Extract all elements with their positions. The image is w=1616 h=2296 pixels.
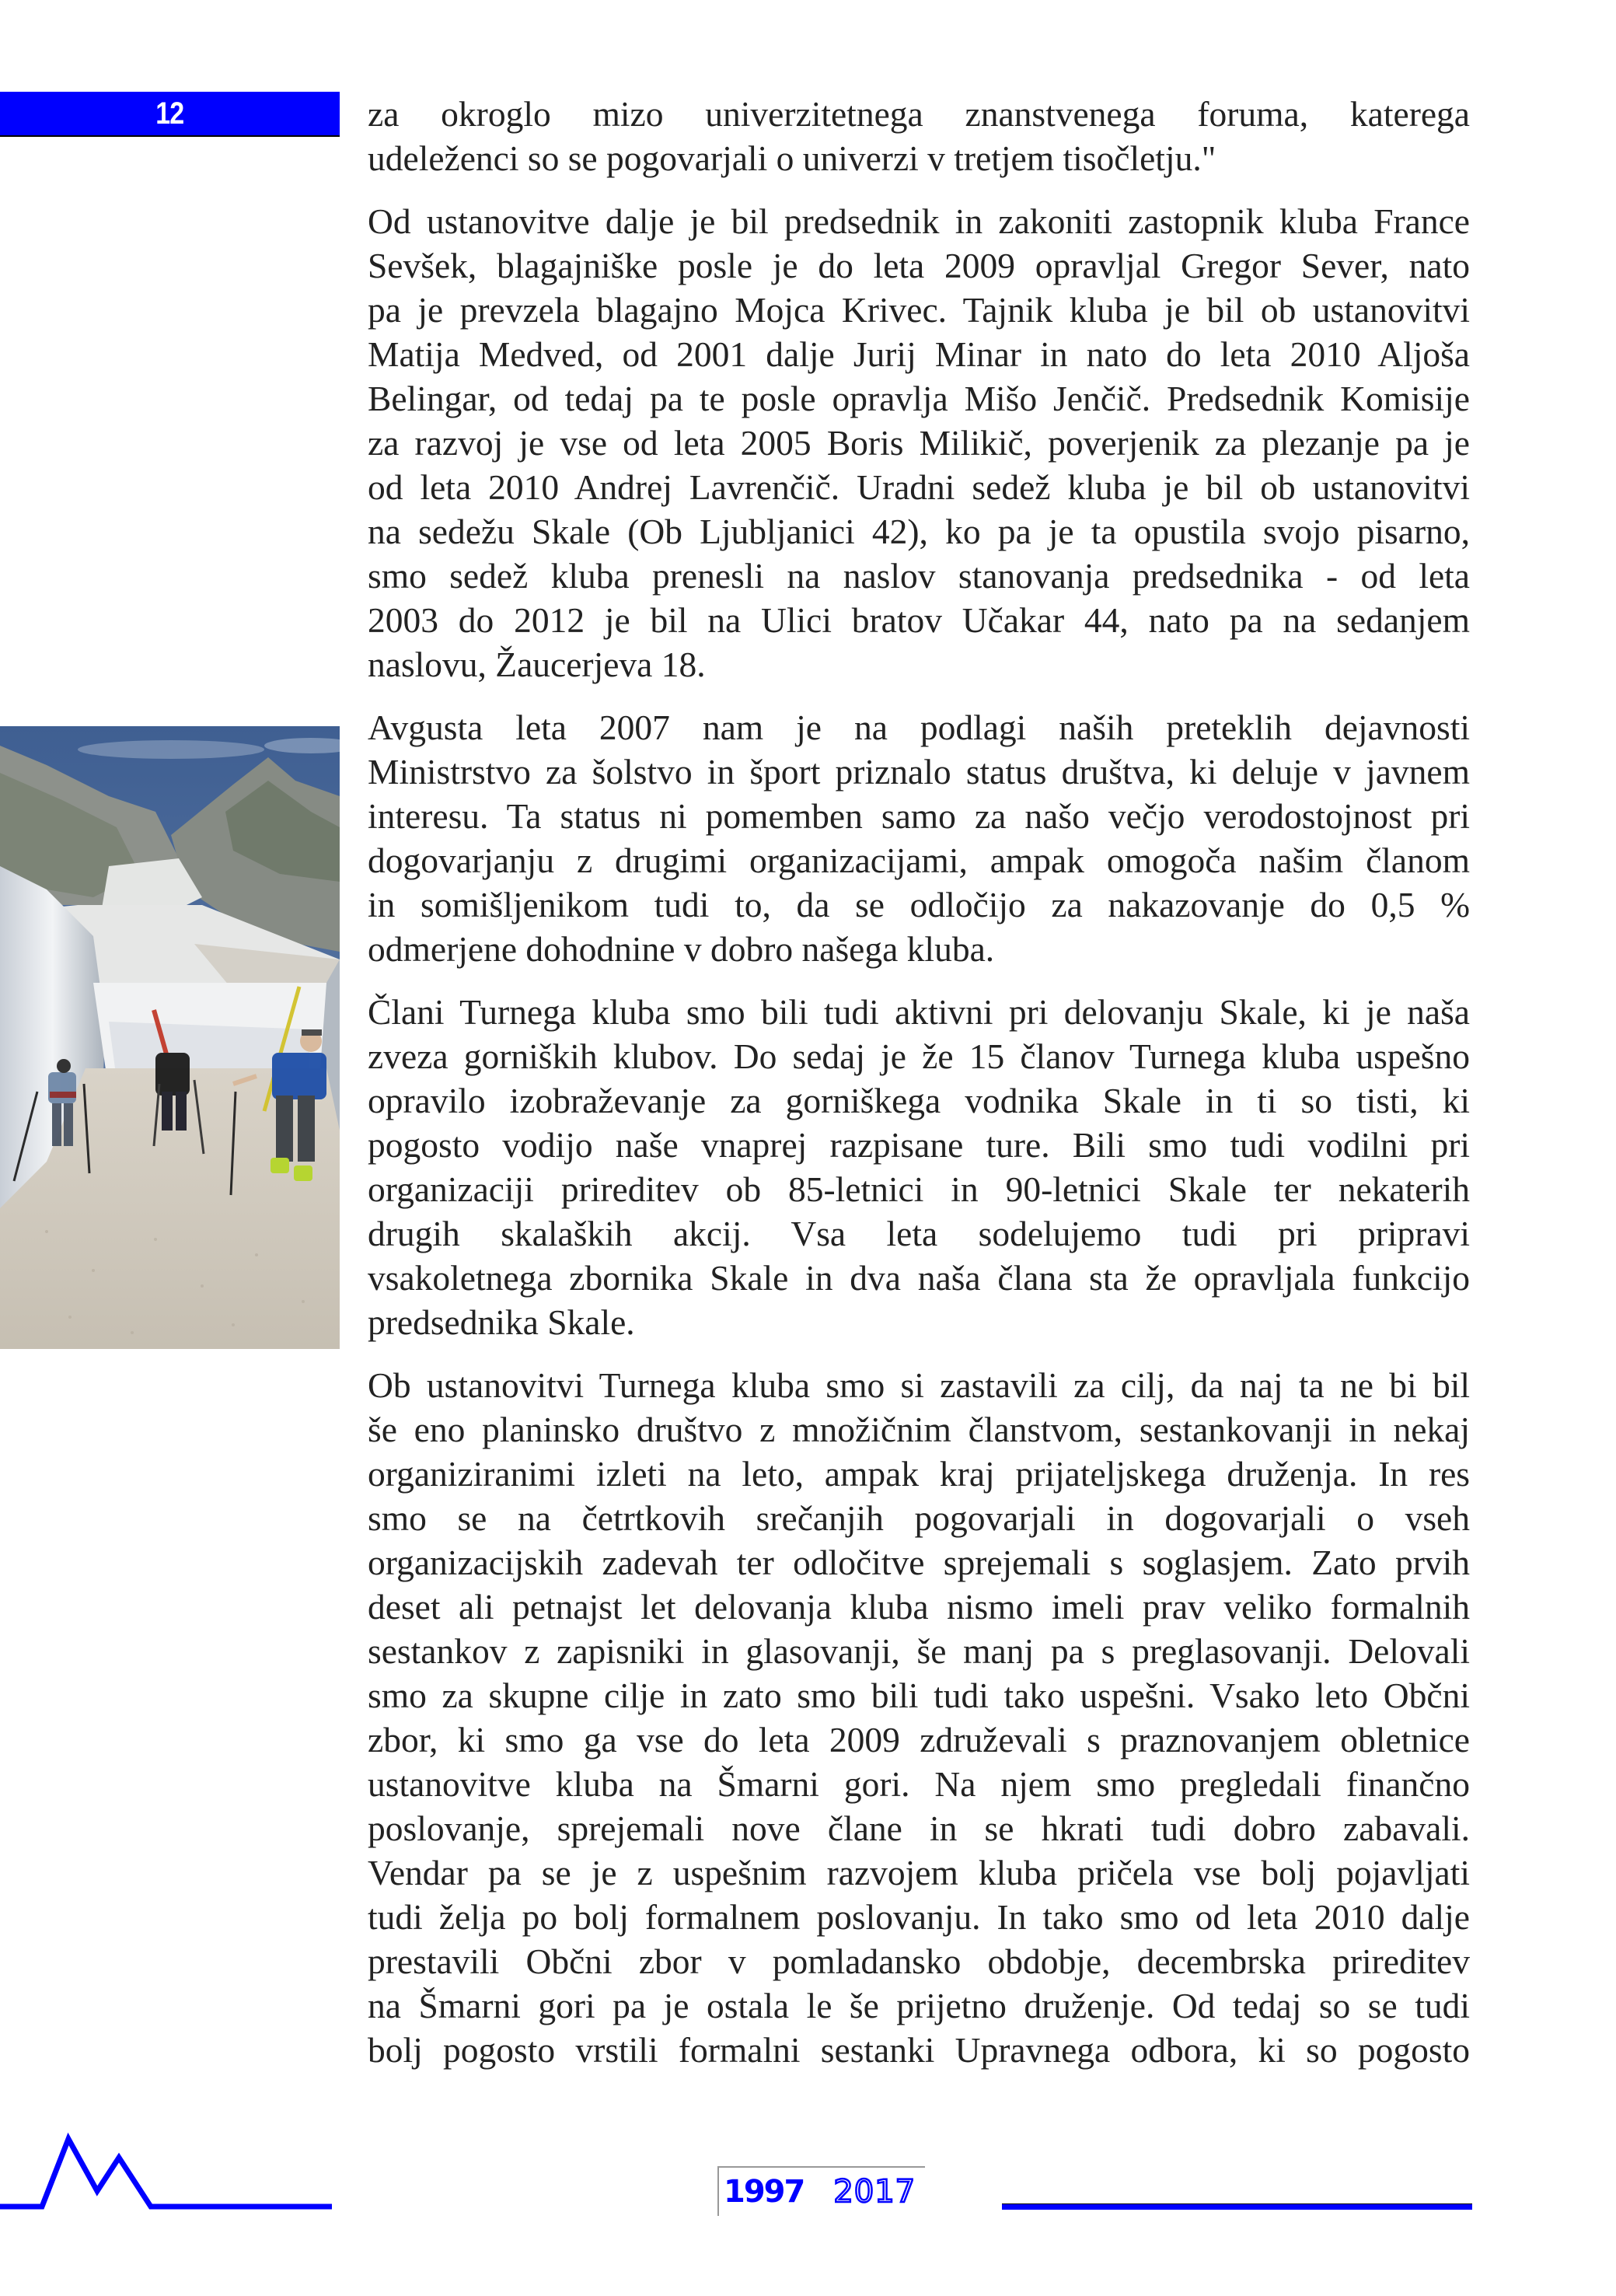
text-line: Od ustanovitve dalje je bil predsednik in zakoniti zastopnik kluba France bbox=[368, 201, 1470, 241]
text-line: odmerjene dohodnine v dobro našega kluba. bbox=[368, 929, 995, 969]
text-line: zveza gorniških klubov. Do sedaj je že 15 članov Turnega kluba uspešno bbox=[368, 1036, 1470, 1076]
text-line: sestankov z zapisniki in glasovanji, še manj pa s preglasovanji. Delovali bbox=[368, 1631, 1470, 1671]
text-line: opravilo izobraževanje za gorniškega vodnika Skale in ti so tisti, ki bbox=[368, 1081, 1470, 1120]
year-start: 1997 bbox=[724, 2174, 805, 2210]
text-line: za okroglo mizo univerzitetnega znanstvenega foruma, katerega bbox=[368, 94, 1470, 134]
text-line: interesu. Ta status ni pomemben samo za našo večjo verodostojnost pri bbox=[368, 796, 1470, 836]
text-line: ustanovitve kluba na Šmarni gori. Na njem smo pregledali finančno bbox=[368, 1764, 1470, 1804]
ski-touring-photo bbox=[0, 726, 340, 1349]
text-line: Vendar pa se je z uspešnim razvojem kluba pričela vse bolj pojavljati bbox=[368, 1853, 1470, 1892]
text-line: Člani Turnega kluba smo bili tudi aktivni pri delovanju Skale, ki je naša bbox=[368, 992, 1470, 1032]
text-line: in somišljenikom tudi to, da se odločijo za nakazovanje do 0,5 % bbox=[368, 885, 1470, 924]
text-line: pa je prevzela blagajno Mojca Krivec. Tajnik kluba je bil ob ustanovitvi bbox=[368, 290, 1470, 330]
paragraph-5 bbox=[368, 1363, 1470, 2072]
text-line: organizacijskih zadevah ter odločitve sprejemali s soglasjem. Zato prvih bbox=[368, 1543, 1470, 1582]
text-line: smo sedež kluba prenesli na naslov stanovanja predsednika - od leta bbox=[368, 556, 1470, 596]
text-line: bolj pogosto vrstili formalni sestanki Upravnega odbora, ki so pogosto bbox=[368, 2030, 1470, 2070]
text-line: tudi želja po bolj formalnem poslovanju. In tako smo od leta 2010 dalje bbox=[368, 1897, 1470, 1937]
paragraph-3 bbox=[368, 705, 1470, 971]
page-number-band bbox=[0, 92, 340, 137]
text-line: Ob ustanovitvi Turnega kluba smo si zastavili za cilj, da naj ta ne bi bil bbox=[368, 1365, 1470, 1405]
text-line: še eno planinsko društvo z množičnim članstvom, sestankovanji in nekaj bbox=[368, 1410, 1470, 1449]
text-line: naslovu, Žaucerjeva 18. bbox=[368, 645, 706, 684]
text-line: Belingar, od tedaj pa te posle opravlja Mišo Jenčič. Predsednik Komisije bbox=[368, 379, 1470, 418]
text-line: Matija Medved, od 2001 dalje Jurij Minar in nato do leta 2010 Aljoša bbox=[368, 334, 1470, 374]
mountain-line-icon bbox=[0, 2123, 342, 2216]
text-line: Sevšek, blagajniške posle je do leta 2009 opravljal Gregor Sever, nato bbox=[368, 246, 1470, 285]
text-line: predsednika Skale. bbox=[368, 1302, 635, 1342]
text-line: pogosto vodijo naše vnaprej razpisane ture. Bili smo tudi vodilni pri bbox=[368, 1125, 1470, 1165]
text-line: drugih skalaških akcij. Vsa leta sodelujemo tudi pri pripravi bbox=[368, 1214, 1470, 1253]
text-line: prestavili Občni zbor v pomladansko obdobje, decembrska prireditev bbox=[368, 1941, 1470, 1981]
text-line: zbor, ki smo ga vse do leta 2009 združevali s praznovanjem obletnice bbox=[368, 1720, 1470, 1760]
anniversary-years bbox=[717, 2166, 925, 2216]
text-line: Avgusta leta 2007 nam je na podlagi naših preteklih dejavnosti bbox=[368, 708, 1470, 747]
text-line: deset ali petnajst let delovanja kluba nismo imeli prav veliko formalnih bbox=[368, 1587, 1470, 1627]
page-number: 12 bbox=[155, 96, 184, 131]
text-line: od leta 2010 Andrej Lavrenčič. Uradni sedež kluba je bil ob ustanovitvi bbox=[368, 467, 1470, 507]
text-line: dogovarjanju z drugimi organizacijami, ampak omogoča našim članom bbox=[368, 840, 1470, 880]
body-text bbox=[368, 92, 1470, 2091]
text-line: na sedežu Skale (Ob Ljubljanici 42), ko pa je ta opustila svojo pisarno, bbox=[368, 512, 1470, 551]
paragraph-4 bbox=[368, 990, 1470, 1344]
text-line: Ministrstvo za šolstvo in šport priznalo status društva, ki deluje v javnem bbox=[368, 752, 1470, 792]
paragraph-2 bbox=[368, 199, 1470, 687]
text-line: poslovanje, sprejemali nove člane in se hkrati tudi dobro zabavali. bbox=[368, 1808, 1470, 1848]
text-line: smo za skupne cilje in zato smo bili tudi tako uspešni. Vsako leto Občni bbox=[368, 1676, 1470, 1715]
text-line: za razvoj je vse od leta 2005 Boris Milikič, poverjenik za plezanje pa je bbox=[368, 423, 1470, 463]
paragraph-1 bbox=[368, 92, 1470, 180]
text-line: smo se na četrtkovih srečanjih pogovarjali in dogovarjali o vseh bbox=[368, 1498, 1470, 1538]
footer-rule bbox=[1002, 2203, 1472, 2210]
text-line: na Šmarni gori pa je ostala le še prijetno druženje. Od tedaj so se tudi bbox=[368, 1986, 1470, 2025]
year-end: 2017 bbox=[833, 2174, 916, 2210]
text-line: organiziranimi izleti na leto, ampak kraj prijateljskega druženja. In res bbox=[368, 1454, 1470, 1494]
text-line: udeleženci so se pogovarjali o univerzi v tretjem tisočletju." bbox=[368, 138, 1216, 178]
mountain-photo-icon bbox=[0, 726, 340, 1349]
text-line: organizaciji prireditev ob 85-letnici in 90-letnici Skale ter nekaterih bbox=[368, 1169, 1470, 1209]
text-line: 2003 do 2012 je bil na Ulici bratov Učakar 44, nato pa na sedanjem bbox=[368, 600, 1470, 640]
text-line: vsakoletnega zbornika Skale in dva naša člana sta že opravljala funkcijo bbox=[368, 1258, 1470, 1298]
